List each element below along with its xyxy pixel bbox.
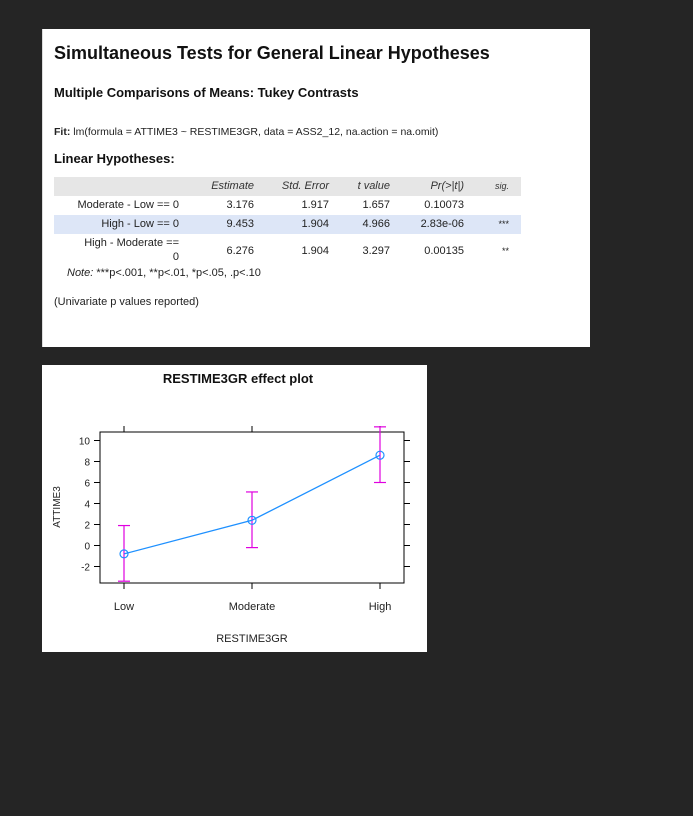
fit-formula	[54, 126, 438, 138]
output-subtitle: Multiple Comparisons of Means: Tukey Contrasts	[54, 85, 359, 100]
table-header	[54, 177, 521, 196]
row-label: High - Low == 0	[101, 218, 179, 230]
row-label: Moderate - Low == 0	[77, 199, 179, 211]
y-tick-label: -2	[81, 562, 90, 574]
row-t-value: 4.966	[362, 218, 390, 230]
header-estimate: Estimate	[211, 180, 254, 192]
x-tick-label: Moderate	[228, 601, 276, 613]
x-axis-label: RESTIME3GR	[216, 633, 288, 645]
y-tick-label: 6	[84, 478, 90, 490]
y-tick-label: 0	[84, 541, 90, 553]
note-text: ***p<.001, **p<.01, *p<.05, .p<.10	[93, 267, 261, 279]
row-p-value: 0.00135	[424, 245, 464, 257]
row-estimate: 6.276	[226, 245, 254, 257]
row-label	[84, 236, 179, 264]
row-p-value: 0.10073	[424, 199, 464, 211]
row-estimate: 3.176	[226, 199, 254, 211]
row-estimate: 9.453	[226, 218, 254, 230]
y-axis-label: ATTIME3	[52, 486, 63, 528]
y-tick-label: 10	[78, 436, 90, 448]
y-tick-label: 4	[84, 499, 90, 511]
header-std-error: Std. Error	[281, 180, 329, 192]
fit-label: Fit:	[54, 126, 71, 138]
univariate-note: (Univariate p values reported)	[54, 296, 199, 308]
y-tick-label: 2	[84, 520, 90, 532]
row-std-error: 1.904	[301, 218, 329, 230]
table-row	[54, 234, 521, 270]
x-tick-label: High	[368, 601, 392, 613]
row-sig: ***	[498, 219, 509, 229]
header-sig: sig.	[494, 181, 509, 191]
header-p-value: Pr(>|t|)	[430, 180, 464, 192]
row-t-value: 1.657	[362, 199, 390, 211]
row-label-line2: 0	[172, 251, 179, 263]
row-std-error: 1.917	[301, 199, 329, 211]
chart-marks	[79, 426, 410, 613]
effect-plot	[42, 365, 427, 652]
note-prefix: Note:	[67, 267, 94, 279]
table-row	[54, 215, 521, 234]
row-label-line1: High - Moderate ==	[84, 237, 179, 249]
row-t-value: 3.297	[362, 245, 390, 257]
significance-note	[67, 267, 261, 279]
chart-title: RESTIME3GR effect plot	[162, 371, 314, 386]
row-p-value: 2.83e-06	[420, 218, 464, 230]
linear-hypotheses-title: Linear Hypotheses:	[54, 151, 175, 166]
glht-output-panel	[42, 29, 590, 347]
header-t-value: t value	[357, 180, 390, 192]
x-tick-label: Low	[113, 601, 135, 613]
output-title: Simultaneous Tests for General Linear Hypotheses	[54, 43, 490, 63]
table-row	[54, 196, 521, 215]
y-tick-label: 8	[84, 457, 90, 469]
effect-plot-panel	[42, 365, 427, 652]
fit-text: lm(formula = ATTIME3 ~ RESTIME3GR, data = ASS2_12, na.action = na.omit)	[73, 126, 439, 138]
row-std-error: 1.904	[301, 245, 329, 257]
hypotheses-table	[54, 177, 521, 270]
row-sig: **	[501, 246, 509, 256]
